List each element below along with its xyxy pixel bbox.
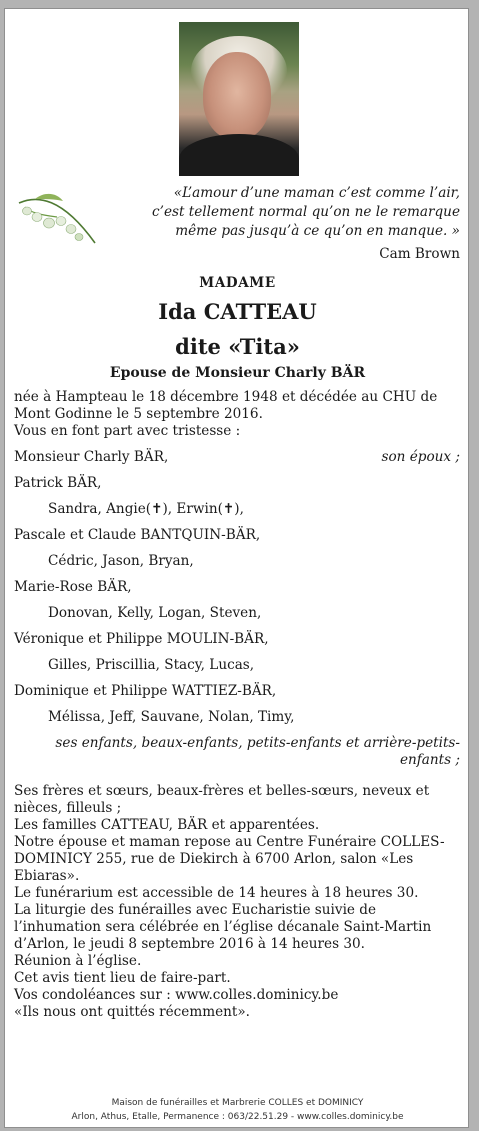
family-children: Mélissa, Jeff, Sauvane, Nolan, Timy, [48, 709, 295, 725]
notice-text: Cet avis tient lieu de faire-part. [14, 970, 231, 986]
repose-text: Notre épouse et maman repose au Centre Funéraire COLLES-DOMINICY 255, rue de Diekirch à 6700 Arlon, salon «Les Ebiaras». [14, 834, 445, 884]
family-children: Sandra, Angie(✝), Erwin(✝), [48, 501, 244, 517]
deceased-name: Ida CATTEAU [158, 299, 317, 324]
quote-line: «L’amour d’une maman c’est comme l’air, [173, 185, 460, 201]
spouse-title: Epouse de Monsieur Charly BÄR [109, 365, 366, 381]
lily-of-the-valley-icon [17, 187, 99, 245]
family-children: Cédric, Jason, Bryan, [48, 553, 194, 569]
footer-line: Maison de funérailles et Marbrerie COLLES et DOMINICY [111, 1098, 364, 1108]
quote-line: c’est tellement normal qu’on ne le remarque [152, 204, 460, 220]
children-role: ses enfants, beaux-enfants, petits-enfants et arrière-petits-enfants ; [55, 735, 460, 768]
obituary-card [4, 8, 469, 1128]
family-parent: Patrick BÄR, [14, 475, 102, 491]
deceased-nickname: dite «Tita» [175, 334, 300, 359]
spouse-name: Monsieur Charly BÄR, [14, 449, 169, 465]
recent-text: «Ils nous ont quittés récemment». [14, 1004, 250, 1020]
memorial-quote [125, 184, 460, 241]
announcement-text: Vous en font part avec tristesse : [14, 423, 241, 439]
family-parent: Marie-Rose BÄR, [14, 579, 132, 595]
family-children: Gilles, Priscillia, Stacy, Lucas, [48, 657, 255, 673]
families-text: Les familles CATTEAU, BÄR et apparentées. [14, 817, 320, 833]
quote-author: Cam Brown [379, 246, 460, 262]
liturgy-text: La liturgie des funérailles avec Eucharistie suivie de l’inhumation sera célébrée en l’église décanale Saint-Martin d’Arlon, le jeudi 8 septembre 2016 à 14 heures 30. [14, 902, 432, 952]
spouse-row [14, 449, 460, 475]
portrait-photo [179, 22, 299, 176]
family-children: Donovan, Kelly, Logan, Steven, [48, 605, 262, 621]
birth-death-text: née à Hampteau le 18 décembre 1948 et décédée au CHU de Mont Godinne le 5 septembre 2016. [14, 389, 438, 422]
title-prefix: MADAME [199, 275, 276, 291]
hours-text: Le funérarium est accessible de 14 heures à 18 heures 30. [14, 885, 419, 901]
spouse-role: son époux ; [381, 449, 460, 465]
funeral-home-footer [5, 1096, 470, 1124]
quote-line: même pas jusqu’à ce qu’on en manque. » [175, 223, 460, 239]
condolences-text: Vos condoléances sur : www.colles.dominicy.be [14, 987, 339, 1003]
meeting-text: Réunion à l’église. [14, 953, 142, 969]
family-parent: Pascale et Claude BANTQUIN-BÄR, [14, 527, 261, 543]
footer-line: Arlon, Athus, Etalle, Permanence : 063/22.51.29 - www.colles.dominicy.be [71, 1112, 404, 1122]
obituary-body [14, 389, 460, 1021]
siblings-text: Ses frères et sœurs, beaux-frères et belles-sœurs, neveux et nièces, filleuls ; [14, 783, 430, 816]
family-parent: Véronique et Philippe MOULIN-BÄR, [14, 631, 269, 647]
family-parent: Dominique et Philippe WATTIEZ-BÄR, [14, 683, 277, 699]
